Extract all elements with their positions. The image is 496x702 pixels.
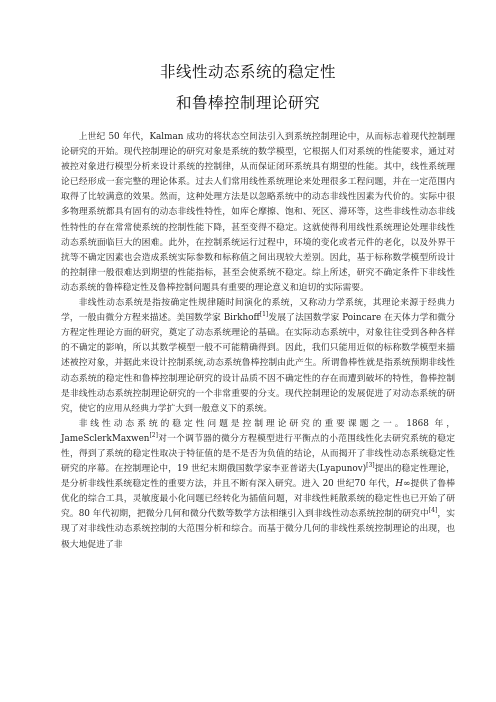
paragraph-3 <box>61 417 455 553</box>
p2-text-b: 发展了法国数学家 Poincare 在天体力学和微分方程定性理论方面的研究，奠定了动态系统理论的基础。在实际动态系统中，对象往往受到各种各样的不确定的影响，所以其数学模型一般不可能精确得到。因此，我们只能用近似的标称数学模型来描述被控对象，并据此来设计控制系统,动态系统鲁棒控制由此产生。所谓鲁棒性就是指系统预期非线性动态系统的稳定性和鲁棒控制理论研究的设计品质不因不确定性的存在而遭到破坏的特性，鲁棒控制是非线性动态系统控制理论研究的一个非常重要的分支。现代控制理论的发展促进了对动态系统的研究，使它的应用从经典力学扩大到一般意义下的系统。 <box>61 313 456 414</box>
citation-2: [2] <box>149 431 158 439</box>
p2-text-a: 非线性动态系统是指按确定性规律随时间演化的系统，又称动力学系统，其理论来源于经典力学，一般由微分方程来描述。美国数学家 Birkhoff <box>61 298 455 324</box>
p3-text-e: ，实现了对非线性动态系统控制的大范围分析和综合。而基于微分几何的非线性系统控制理论的出现，也极大地促进了非 <box>61 509 455 550</box>
citation-4: [4] <box>428 507 438 515</box>
p3-text-c: 提出的稳定性理论，是分析非线性系统稳定性的重要方法，并且不断有深入研究。进入 20 世纪70 年代， <box>61 464 455 490</box>
title-line-1: 非线性动态系统的稳定性 <box>159 63 336 81</box>
p3-text-a: 非线性动态系统的稳定性问题是控制理论研究的重要课题之一。1868 年，JameSclerkMaxwen <box>61 418 455 444</box>
p3-text-b: 对一个调节器的微分方程模型进行平衡点的小范围线性化去研究系统的稳定性，得到了系统的稳定性取决于特征值的是不是否为负值的结论，从而揭开了非线性动态系统稳定性研究的序幕。在控制理论中，19 世纪末期俄国数学家李亚普诺夫(Lyapunov) <box>61 433 455 475</box>
citation-3: [3] <box>366 462 375 470</box>
paragraph-1: 上世纪 50 年代，Kalman 成功的将状态空间法引入到系统控制理论中，从而标志着现代控制理论研究的开始。现代控制理论的研究对象是系统的数学模型，它根据人们对系统的性能要求，通过对被控对象进行模型分析来设计系统的控制律，从而保证闭环系统具有期望的性能。其中，线性系统理论已经形成一套完整的理论体系。过去人们常用线性系统理论来处理很多工程问题，并在一定范围内取得了比较满意的效果。然而，这种处理方法是以忽略系统中的动态非线性因素为代价的。实际中很多物理系统都具有固有的动态非线性特性，如库仑摩擦、饱和、死区、滞环等，这些非线性动态非线性特性的存在常常使系统的控制性能下降，甚至变得不稳定。这就使得利用线性系统理论处理非线性动态系统面临巨大的困难。此外，在控制系统运行过程中，环境的变化或者元件的老化，以及外界干扰等不确定因素也会造成系统实际参数和标称值之间出现较大差别。因此，基于标称数学模型所设计的控制律一般很难达到期望的性能指标，甚至会使系统不稳定。综上所述，研究不确定条件下非线性动态系统的鲁棒稳定性及鲁棒控制问题具有重要的理论意义和迫切的实际需要。 <box>61 132 455 293</box>
citation-1: [1] <box>259 311 269 319</box>
p3-text-d: ∞提供了鲁棒优化的综合工具，灵敏度最小化问题已经转化为插值问题，对非线性耗散系统的稳定性也已开始了研究。80 年代初期，把微分几何和微分代数等数学方法相继引入到非线性动态系统控制的研究中 <box>61 479 455 520</box>
h-infinity-symbol: H <box>395 479 404 490</box>
title-line-2: 和鲁棒控制理论研究 <box>175 94 320 112</box>
paragraph-2 <box>61 296 455 417</box>
body-text <box>61 130 455 553</box>
